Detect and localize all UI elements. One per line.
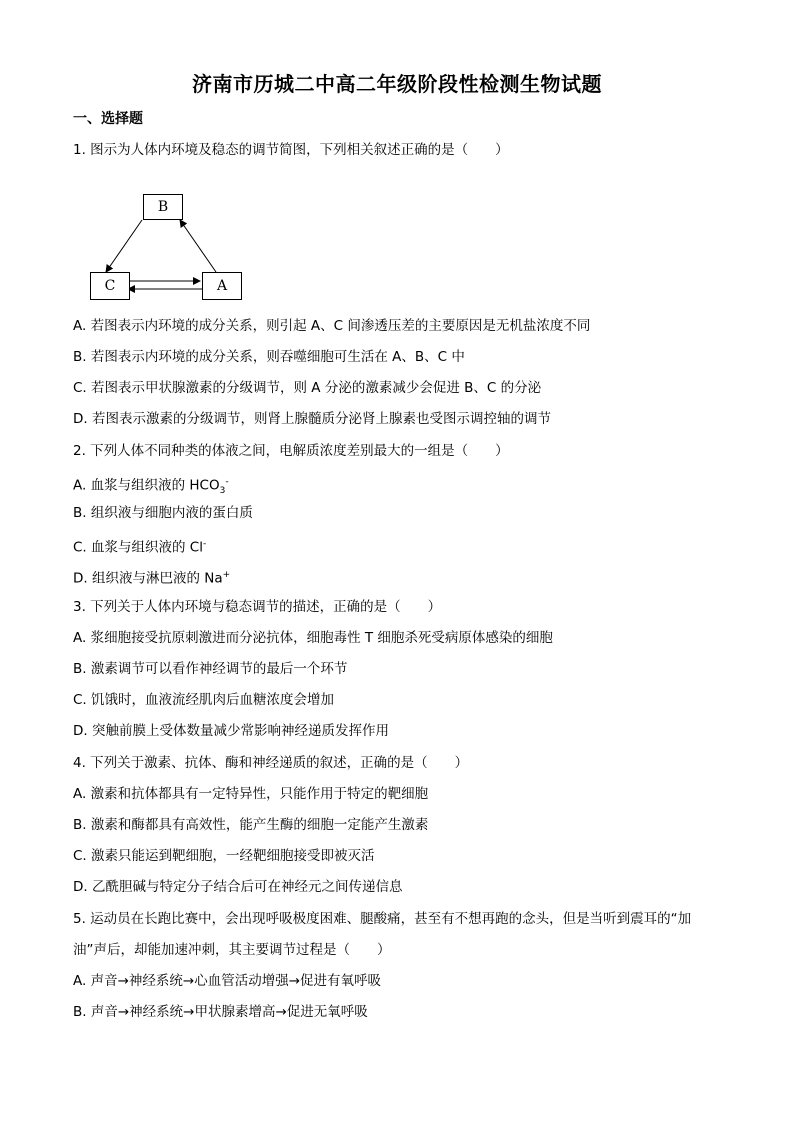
question-5-stem: 5. 运动员在长跑比赛中，会出现呼吸极度困难、腿酸痛，甚至有不想再跑的念头，但是当听到震耳的“加油”声后，却能加速冲刺，其主要调节过程是（ ）	[73, 911, 692, 958]
question-2-stem: 2. 下列人体不同种类的体液之间，电解质浓度差别最大的一组是（ ）	[73, 443, 509, 459]
superscript: -	[225, 477, 229, 487]
question-1-option-c: C. 若图表示甲状腺激素的分级调节，则 A 分泌的激素减少会促进 B、C 的分泌	[73, 380, 542, 396]
question-1-option-d: D. 若图表示激素的分级调节，则肾上腺髓质分泌肾上腺素也受图示调控轴的调节	[73, 411, 551, 427]
question-3-stem: 3. 下列关于人体内环境与稳态调节的描述，正确的是（ ）	[73, 599, 442, 615]
node-c: C	[90, 272, 130, 300]
question-2-option-a	[73, 472, 229, 501]
document-title: 济南市历城二中高二年级阶段性检测生物试题	[192, 72, 602, 96]
question-1-option-a: A. 若图表示内环境的成分关系，则引起 A、C 间渗透压差的主要原因是无机盐浓度不同	[73, 318, 591, 334]
question-1-option-b: B. 若图表示内环境的成分关系，则吞噬细胞可生活在 A、B、C 中	[73, 349, 465, 365]
arrow-b-to-c	[106, 220, 142, 272]
question-2-option-c	[73, 534, 206, 558]
subscript: 3	[219, 486, 226, 497]
node-a: A	[202, 272, 242, 300]
question-2-option-d	[73, 565, 230, 589]
section-heading: 一、选择题	[73, 111, 143, 127]
option-text: C. 血浆与组织液的 Cl	[73, 539, 203, 556]
question-4-option-c: C. 激素只能运到靶细胞，一经靶细胞接受即被灭活	[73, 848, 375, 864]
superscript: +	[222, 570, 231, 580]
question-5-option-b: B. 声音→神经系统→甲状腺素增高→促进无氧呼吸	[73, 1004, 368, 1020]
option-text: A. 血浆与组织液的 HCO	[73, 477, 220, 494]
superscript: -	[202, 539, 207, 549]
question-1-stem: 1. 图示为人体内环境及稳态的调节简图，下列相关叙述正确的是（ ）	[73, 142, 509, 158]
question-3-option-a: A. 浆细胞接受抗原刺激进而分泌抗体，细胞毒性 T 细胞杀死受病原体感染的细胞	[73, 630, 553, 646]
node-b: B	[143, 194, 183, 220]
question-5-option-a: A. 声音→神经系统→心血管活动增强→促进有氧呼吸	[73, 973, 382, 989]
question-3-option-c: C. 饥饿时，血液流经肌肉后血糖浓度会增加	[73, 692, 335, 708]
question-4-option-a: A. 激素和抗体都具有一定特异性，只能作用于特定的靶细胞	[73, 786, 429, 802]
arrow-a-to-b	[180, 220, 216, 272]
question-2-option-b: B. 组织液与细胞内液的蛋白质	[73, 505, 253, 521]
question-3-option-d: D. 突触前膜上受体数量减少常影响神经递质发挥作用	[73, 723, 389, 739]
regulation-diagram	[88, 192, 248, 304]
question-3-option-b: B. 激素调节可以看作神经调节的最后一个环节	[73, 661, 348, 677]
question-4-option-b: B. 激素和酶都具有高效性，能产生酶的细胞一定能产生激素	[73, 817, 429, 833]
question-4-stem: 4. 下列关于激素、抗体、酶和神经递质的叙述，正确的是（ ）	[73, 755, 469, 771]
question-4-option-d: D. 乙酰胆碱与特定分子结合后可在神经元之间传递信息	[73, 879, 403, 895]
option-text: D. 组织液与淋巴液的 Na	[73, 570, 223, 587]
